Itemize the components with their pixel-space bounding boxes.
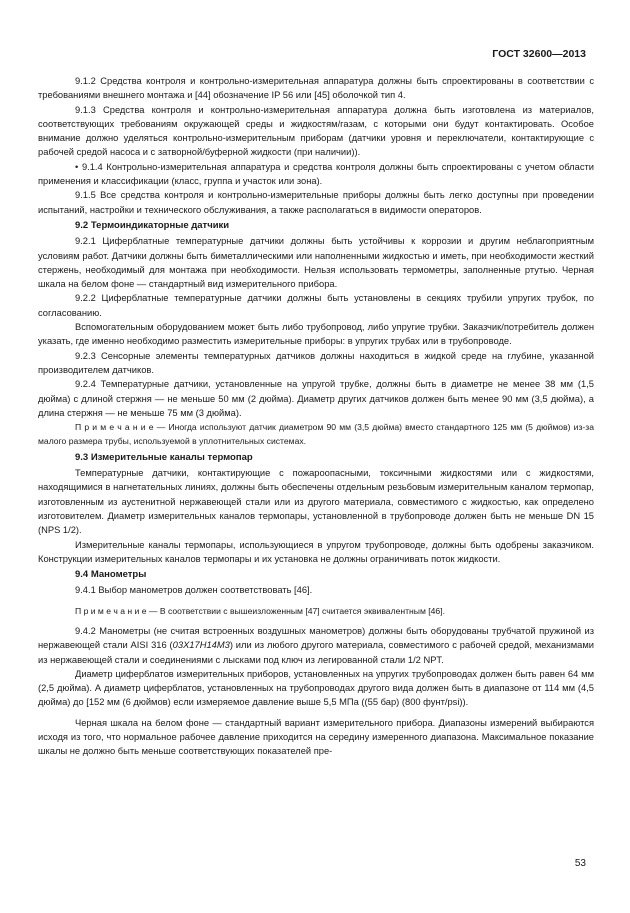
note-9-2: П р и м е ч а н и е — Иногда используют датчик диаметром 90 мм (3,5 дюйма) вместо стандартного 125 мм (5 дюймов) из-за малого размера трубы, используемой в уплотнительных системах. — [38, 422, 594, 447]
steel-grade: 03Х17Н14М3 — [172, 640, 230, 651]
doc-header: ГОСТ 32600—2013 — [492, 48, 586, 60]
section-heading-9-4: 9.4 Манометры — [75, 569, 147, 581]
section-heading-9-3: 9.3 Измерительные каналы термопар — [75, 451, 253, 463]
paragraph-9-1-4: • 9.1.4 Контрольно-измерительная аппаратура и средства контроля должны быть спроектированы с учетом области применения и классификации (класс, группа и участок или зона). — [38, 161, 594, 187]
page-number: 53 — [574, 858, 586, 869]
note-9-4: П р и м е ч а н и е — В соответствии с вышеизложенным [47] считается эквивалентным [46]. — [75, 605, 445, 616]
paragraph-9-2-4: 9.2.4 Температурные датчики, установленные на упругой трубке, должны быть в диаметре не менее 38 мм (1,5 дюйма) с длиной стержня — не меньше 50 мм (2 дюйма). Диаметр других датчиков должен быть менее 90 мм (3,5 дюйма), а длина стержня — не меньше 75 мм (3 дюйма). — [38, 379, 594, 418]
paragraph-9-1-3: 9.1.3 Средства контроля и контрольно-измерительная аппаратура должна быть изготовлена из материалов, соответствующих требованиям окружающей среды и жидкостям/газам, с которыми они будут контактировать. Особое внимание должно уделяться контрольно-измерительным приборам (датчики уровня и переключатели, контактирующие с рабочей средой насоса и с затворной/буферной жидкости (при наличии)). — [38, 104, 594, 158]
paragraph-thermocouple-approval: Измерительные каналы термопары, использующиеся в упругом трубопроводе, должны быть одобрены заказчиком. Конструкции измерительных каналов термопары и их установка не должны ограничивать поток жидкости. — [38, 539, 594, 564]
paragraph-thermocouple-channels: Температурные датчики, контактирующие с пожароопасными, токсичными жидкостями или с жидкостями, находящимися в нагнетательных линиях, должны быть обеспечены отдельным резьбовым измерительным каналом термопар, изготовленным из аустенитной нержавеющей стали или из другого материала, совместимого с жидкостью, как определено изготовителем. Диаметр измерительных каналов термопары, установленной в трубопроводе должен быть не меньше DN 15 (NPS 1/2). — [38, 468, 594, 536]
paragraph-9-2-3: 9.2.3 Сенсорные элементы температурных датчиков должны находиться в жидкой среде на глубине, указанной производителем датчиков. — [38, 350, 594, 375]
paragraph-9-2-1: 9.2.1 Циферблатные температурные датчики должны быть устойчивы к коррозии и другим неблагоприятным условиям работ. Датчики должны быть биметаллическими или наполненными жидкостью и иметь, при необходимости жесткий стержень, необходимый для монтажа при необходимости. Нельзя использовать термометры, заполненные ртутью. Черная шкала на белом фоне — стандартный вид измерительного прибора. — [38, 236, 594, 290]
paragraph-9-2-2: 9.2.2 Циферблатные температурные датчики должны быть установлены в секциях трубили упругих трубок, по согласованию. — [38, 293, 594, 318]
paragraph-auxiliary-equipment: Вспомогательным оборудованием может быть либо трубопровод, либо упругие трубки. Заказчик/потребитель должен указать, где именно необходимо разместить измерительные приборы: в упругих трубах или в трубопроводе. — [38, 322, 594, 347]
paragraph-9-1-2: 9.1.2 Средства контроля и контрольно-измерительная аппаратура должны быть спроектированы в соответствии с требованиями внешнего монтажа и [44] обозначение IP 56 или [45] оболочкой тип 4. — [38, 76, 594, 101]
document-body — [38, 74, 594, 759]
paragraph-9-4-2 — [38, 624, 594, 667]
paragraph-dial-diameter: Диаметр циферблатов измерительных приборов, установленных на упругих трубопроводах должен быть равен 64 мм (2,5 дюйма). А диаметр циферблатов, установленных на трубопроводах другого вида должен быть в диапазоне от 114 мм (4,5 дюйма) до [152 мм (6 дюймов) если измеряемое давление выше 5,5 МПа ((55 бар) (800 фунт/psi)). — [38, 668, 594, 708]
paragraph-9-4-2-end: ) или из любого другого материала, совместимого с рабочей средой, механизмами из нержавеющей стали и соединениями с лысками под ключ из легированной стали 1/2 NPT. — [38, 640, 594, 665]
paragraph-9-1-5: 9.1.5 Все средства контроля и контрольно-измерительные приборы должны быть легко доступны при проведении испытаний, настройки и технического обслуживания, а также располагаться в видимости операторов. — [38, 190, 594, 215]
paragraph-scale: Черная шкала на белом фоне — стандартный вариант измерительного прибора. Диапазоны измерений выбираются исходя из того, что нормальное рабочее давление приходится на середину измеренного диапазона. Максимальное показание шкалы не должно быть меньше соответствующих показателей пре- — [38, 717, 594, 757]
section-heading-9-2: 9.2 Термоиндикаторные датчики — [75, 219, 230, 231]
paragraph-9-4-1: 9.4.1 Выбор манометров должен соответствовать [46]. — [75, 585, 313, 596]
paragraph-9-4-2-start: 9.4.2 Манометры (не считая встроенных воздушных манометров) должны быть оборудованы трубчатой пружиной из нержавеющей стали AISI 316 ( — [38, 625, 594, 651]
